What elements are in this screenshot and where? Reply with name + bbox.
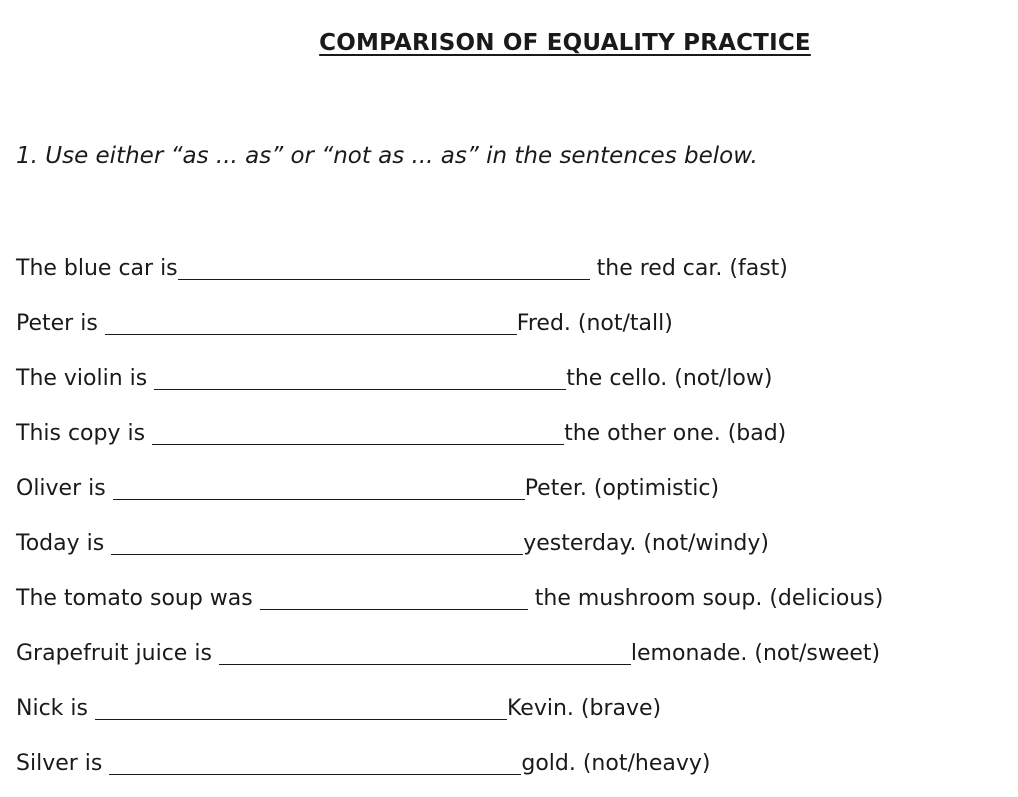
answer-blank[interactable] [105, 310, 517, 335]
sentence-end: yesterday. (not/windy) [523, 531, 769, 556]
sentence-start: Grapefruit juice is [16, 641, 219, 666]
sentence-end: gold. (not/heavy) [521, 751, 711, 776]
sentence-row [16, 470, 719, 504]
sentence-end: lemonade. (not/sweet) [630, 641, 881, 666]
sentence-end: Kevin. (brave) [506, 696, 662, 721]
sentence-start: The violin is [16, 366, 155, 391]
sentence-end: Peter. (optimistic) [524, 476, 720, 501]
sentence-start: The blue car is [16, 256, 178, 281]
sentence-row [16, 690, 661, 724]
worksheet-title: COMPARISON OF EQUALITY PRACTICE [319, 30, 811, 56]
answer-blank[interactable] [95, 695, 507, 720]
sentence-row [16, 415, 786, 449]
sentence-row [16, 745, 710, 779]
exercise-instruction: 1. Use either “as ... as” or “not as ... as” in the sentences below. [16, 143, 758, 169]
sentence-end: the mushroom soup. (delicious) [527, 586, 884, 611]
sentence-start: Peter is [16, 311, 105, 336]
sentence-start: Oliver is [16, 476, 113, 501]
sentence-start: Silver is [16, 751, 110, 776]
sentence-row [16, 525, 769, 559]
sentence-start: The tomato soup was [16, 586, 260, 611]
sentence-row [16, 635, 880, 669]
sentence-end: the other one. (bad) [564, 421, 787, 446]
sentence-row [16, 250, 788, 284]
answer-blank[interactable] [113, 475, 525, 500]
answer-blank[interactable] [152, 420, 564, 445]
sentence-row [16, 580, 883, 614]
sentence-end: Fred. (not/tall) [516, 311, 673, 336]
sentence-start: Today is [16, 531, 112, 556]
sentence-row [16, 305, 673, 339]
sentence-row [16, 360, 772, 394]
answer-blank[interactable] [109, 750, 521, 775]
answer-blank[interactable] [260, 585, 528, 610]
answer-blank[interactable] [154, 365, 566, 390]
sentence-start: This copy is [16, 421, 153, 446]
sentence-start: Nick is [16, 696, 95, 721]
sentence-end: the red car. (fast) [589, 256, 788, 281]
answer-blank[interactable] [178, 255, 590, 280]
answer-blank[interactable] [219, 640, 631, 665]
answer-blank[interactable] [111, 530, 523, 555]
sentence-end: the cello. (not/low) [566, 366, 773, 391]
